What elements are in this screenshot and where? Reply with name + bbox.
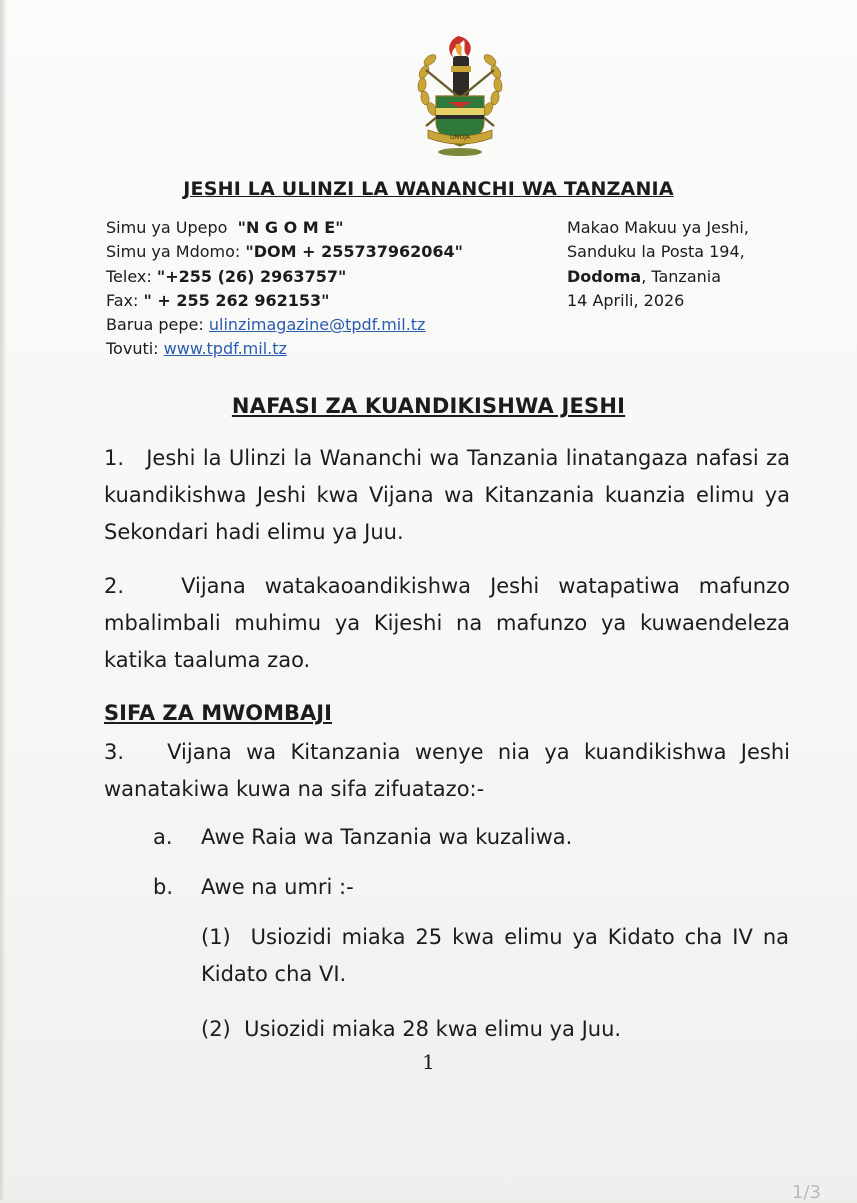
page-number: 1 [422, 1050, 435, 1074]
address-line-1: Makao Makuu ya Jeshi, [567, 218, 749, 237]
paragraph-3: 3. Vijana wa Kitanzania wenye nia ya kuandikishwa Jeshi wanatakiwa kuwa na sifa zifuatazo:- [104, 740, 790, 801]
telex-label: Telex: [106, 266, 152, 286]
email-link[interactable]: ulinzimagazine@tpdf.mil.tz [208, 315, 426, 335]
fax-value: " + 255 262 962153" [143, 290, 330, 310]
phone-line [106, 240, 463, 264]
fax-label: Fax: [106, 290, 139, 310]
telex-line [106, 265, 463, 289]
list-item-text: Awe na umri :- [201, 875, 354, 899]
tpdf-emblem-icon [408, 30, 513, 158]
radio-line [106, 216, 463, 240]
address-city-line [567, 265, 749, 289]
address-line-2: Sanduku la Posta 194, [567, 242, 745, 262]
fax-line [106, 289, 463, 313]
notice-title: NAFASI ZA KUANDIKISHWA JESHI [231, 394, 626, 418]
address-block [567, 216, 749, 313]
sub-item: (2) Usiozidi miaka 28 kwa elimu ya Juu. [201, 1017, 622, 1041]
page-indicator: 1/3 [792, 1182, 821, 1203]
section-title: SIFA ZA MWOMBAJI [104, 701, 332, 725]
list-item-text: Awe Raia wa Tanzania wa kuzaliwa. [201, 825, 573, 849]
contact-block [106, 216, 463, 362]
address-country: , Tanzania [641, 266, 722, 286]
radio-value: "N G O M E" [237, 218, 344, 237]
paragraph-2: 2. Vijana watakaoandikishwa Jeshi watapatiwa mafunzo mbalimbali muhimu ya Kijeshi na mafunzo ya kuwaendeleza katika taaluma zao. [104, 574, 790, 672]
address-city: Dodoma [567, 266, 642, 286]
paragraph-1: 1. Jeshi la Ulinzi la Wananchi wa Tanzania linatangaza nafasi za kuandikishwa Jeshi kwa Vijana wa Kitanzania kuanzia elimu ya Sekondari hadi elimu ya Juu. [104, 446, 790, 544]
svg-text:UMOJA: UMOJA [449, 134, 471, 141]
sub-item: (1) Usiozidi miaka 25 kwa elimu ya Kidato cha IV na Kidato cha VI. [201, 925, 789, 986]
website-label: Tovuti: [106, 339, 159, 359]
email-line [106, 313, 463, 337]
organization-title: JESHI LA ULINZI LA WANANCHI WA TANZANIA [183, 178, 674, 200]
list-item [153, 819, 572, 856]
list-item-label: a. [153, 825, 173, 849]
list-item-label: b. [153, 875, 174, 899]
website-line [106, 337, 463, 361]
email-label: Barua pepe: [106, 315, 204, 335]
phone-label: Simu ya Mdomo: [106, 242, 241, 262]
phone-value: "DOM + 255737962064" [245, 242, 464, 262]
list-item [153, 869, 354, 906]
telex-value: "+255 (26) 2963757" [156, 266, 347, 286]
document-date: 14 Aprili, 2026 [567, 290, 685, 310]
radio-label: Simu ya Upepo [106, 218, 228, 237]
website-link[interactable]: www.tpdf.mil.tz [163, 339, 287, 359]
